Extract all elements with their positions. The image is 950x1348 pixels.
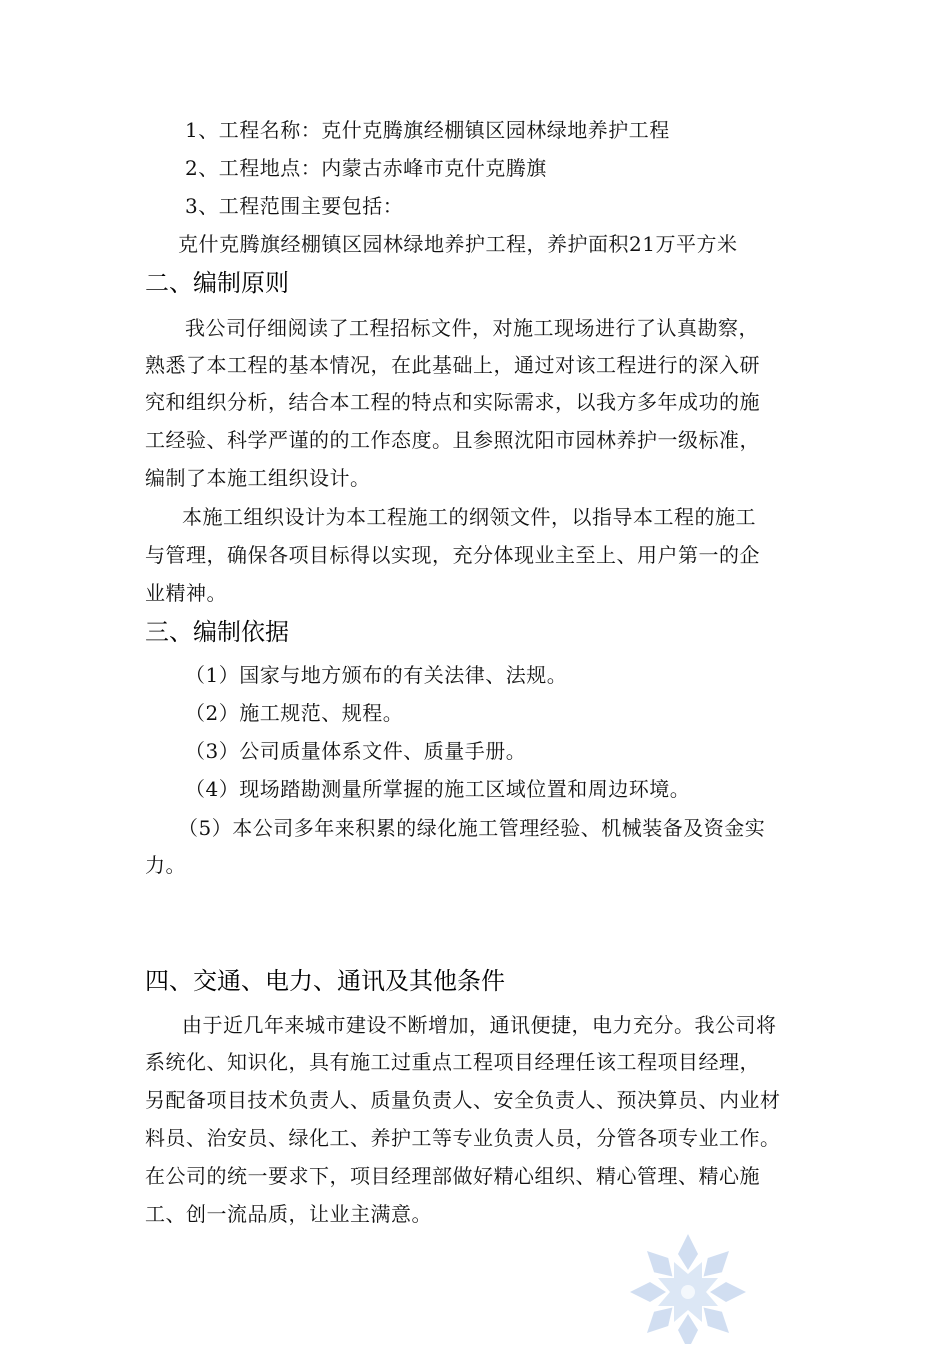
principles-paragraph-line: 熟悉了本工程的基本情况，在此基础上，通过对该工程进行的深入研 [145, 353, 760, 377]
section-heading-principles: 二、编制原则 [145, 269, 289, 297]
basis-list-item: （4）现场踏勘测量所掌握的施工区域位置和周边环境。 [185, 777, 691, 801]
principles-paragraph-line: 本施工组织设计为本工程施工的纲领文件，以指导本工程的施工 [182, 505, 756, 529]
project-scope-label: 3、工程范围主要包括： [185, 194, 404, 218]
basis-list-item-continued: 力。 [145, 853, 186, 877]
principles-paragraph-line: 编制了本施工组织设计。 [145, 466, 371, 490]
project-name-line: 1、工程名称：克什克腾旗经棚镇区园林绿地养护工程 [185, 118, 670, 142]
conditions-paragraph-line: 在公司的统一要求下，项目经理部做好精心组织、精心管理、精心施 [145, 1164, 760, 1188]
conditions-paragraph-line: 另配备项目技术负责人、质量负责人、安全负责人、预决算员、内业材 [145, 1088, 781, 1112]
project-scope-text: 克什克腾旗经棚镇区园林绿地养护工程，养护面积21万平方米 [178, 232, 738, 256]
principles-paragraph-line: 我公司仔细阅读了工程招标文件，对施工现场进行了认真勘察， [185, 316, 759, 340]
snowflake-watermark-icon [628, 1232, 748, 1344]
basis-list-item: （2）施工规范、规程。 [185, 701, 404, 725]
principles-paragraph-line: 与管理，确保各项目标得以实现，充分体现业主至上、用户第一的企 [145, 543, 760, 567]
conditions-paragraph-line: 工、创一流品质，让业主满意。 [145, 1202, 432, 1226]
project-location-line: 2、工程地点：内蒙古赤峰市克什克腾旗 [185, 156, 547, 180]
basis-list-item: （1）国家与地方颁布的有关法律、法规。 [185, 663, 568, 687]
principles-paragraph-line: 工经验、科学严谨的的工作态度。且参照沈阳市园林养护一级标准， [145, 428, 760, 452]
principles-paragraph-line: 究和组织分析，结合本工程的特点和实际需求，以我方多年成功的施 [145, 390, 760, 414]
conditions-paragraph-line: 系统化、知识化，具有施工过重点工程项目经理任该工程项目经理， [145, 1050, 760, 1074]
basis-list-item: （3）公司质量体系文件、质量手册。 [185, 739, 527, 763]
conditions-paragraph-line: 由于近几年来城市建设不断增加，通讯便捷，电力充分。我公司将 [182, 1013, 777, 1037]
conditions-paragraph-line: 料员、治安员、绿化工、养护工等专业负责人员，分管各项专业工作。 [145, 1126, 781, 1150]
section-heading-conditions: 四、交通、电力、通讯及其他条件 [145, 967, 505, 995]
basis-list-item: （5）本公司多年来积累的绿化施工管理经验、机械装备及资金实 [178, 816, 766, 840]
principles-paragraph-line: 业精神。 [145, 581, 227, 605]
section-heading-basis: 三、编制依据 [145, 618, 289, 646]
